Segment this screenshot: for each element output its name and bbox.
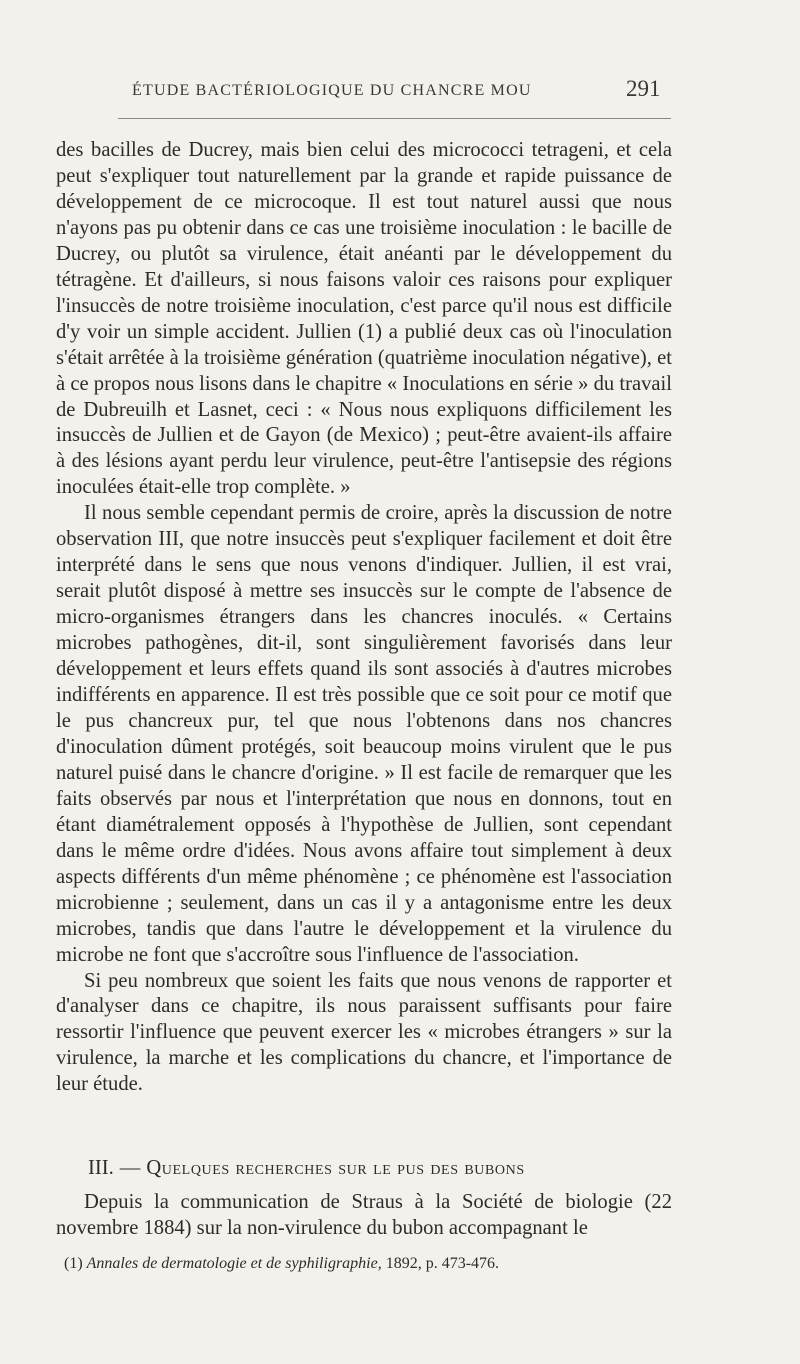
page-number: 291 [626, 76, 661, 101]
paragraph-conclusion: Si peu nombreux que soient les faits que nous venons de rapporter et d'analyser dans ce chapitre, ils nous paraissent suffisants pour faire ressortir l'influence que peuvent exercer les « microbes étrangers » sur la virulence, la marche et les complications du chancre, et l'importance de leur étude. [56, 969, 672, 1096]
running-head: ÉTUDE BACTÉRIOLOGIQUE DU CHANCRE MOU [132, 82, 532, 99]
footnote [64, 1253, 664, 1275]
paragraph-observation: Il nous semble cependant permis de croire, après la discussion de notre observation III, que notre insuccès peut s'expliquer facilement et doit être interprété dans le sens que nous venons d'indiquer. Jullien, il est vrai, serait plutôt disposé à mettre ses insuccès sur le compte de l'absence de micro-organismes étrangers dans les chancres inoculés. « Certains microbes pathogènes, dit-il, sont singulièrement favorisés dans leur développement et leurs effets quand ils sont associés à d'autres microbes indifférents en apparence. Il est très possible que ce soit pour ce motif que le pus chancreux pur, tel que nous l'obtenons dans nos chancres d'inoculation dûment protégés, soit beaucoup moins virulent que le pus naturel puisé dans le chancre d'origine. » Il est facile de remarquer que les faits observés par nous et l'interprétation que nous en donnons, tout en étant diamétralement opposés à l'hypothèse de Jullien, sont cependant dans le même ordre d'idées. Nous avons affaire tout simplement à deux aspects différents d'un même phénomène ; ce phénomène est l'association microbienne ; seulement, dans un cas il y a antagonisme entre les deux microbes, tandis que dans l'autre le développement et la virulence du microbe ne font que s'accroître sous l'influence de l'association. [56, 502, 672, 966]
footnote-journal: Annales de dermatologie et de syphiligraphie, [86, 1255, 382, 1272]
section-numeral: III. [88, 1157, 114, 1179]
paragraph-continuation: des bacilles de Ducrey, mais bien celui des micrococci tetrageni, et cela peut s'expliquer tout naturellement par la grande et rapide puissance de développement de ce microcoque. Il est tout naturel aussi que nous n'ayons pas pu obtenir dans ce cas une troisième inoculation : le bacille de Ducrey, ou plutôt sa virulence, était anéanti par le développement du tétragène. Et d'ailleurs, si nous faisons valoir ces raisons pour expliquer l'insuccès de notre troisième inoculation, c'est parce qu'il nous est difficile d'y voir un simple accident. Jullien (1) a publié deux cas où l'inoculation s'était arrêtée à la troisième génération (quatrième inoculation négative), et à ce propos nous lisons dans le chapitre « Inoculations en série » du travail de Dubreuilh et Lasnet, ceci : « Nous nous expliquons difficilement les insuccès de Jullien et de Gayon (de Mexico) ; peut-être avaient-ils affaire à des lésions ayant perdu leur virulence, peut-être l'antisepsie des régions inoculées était-elle trop complète. » [56, 139, 672, 499]
body-text [56, 138, 672, 1098]
section-heading [88, 1155, 678, 1181]
footnote-citation: 1892, p. 473-476. [385, 1255, 500, 1272]
paragraph-section-start: Depuis la communication de Straus à la Société de biologie (22 novembre 1884) sur la non-virulence du bubon accompagnant le [56, 1191, 672, 1239]
section-title: Quelques recherches sur le pus des bubons [146, 1157, 525, 1179]
header-rule [118, 118, 671, 119]
section-dash: — [119, 1157, 141, 1179]
footnote-marker: (1) [64, 1255, 83, 1272]
section-body-text [56, 1190, 672, 1242]
